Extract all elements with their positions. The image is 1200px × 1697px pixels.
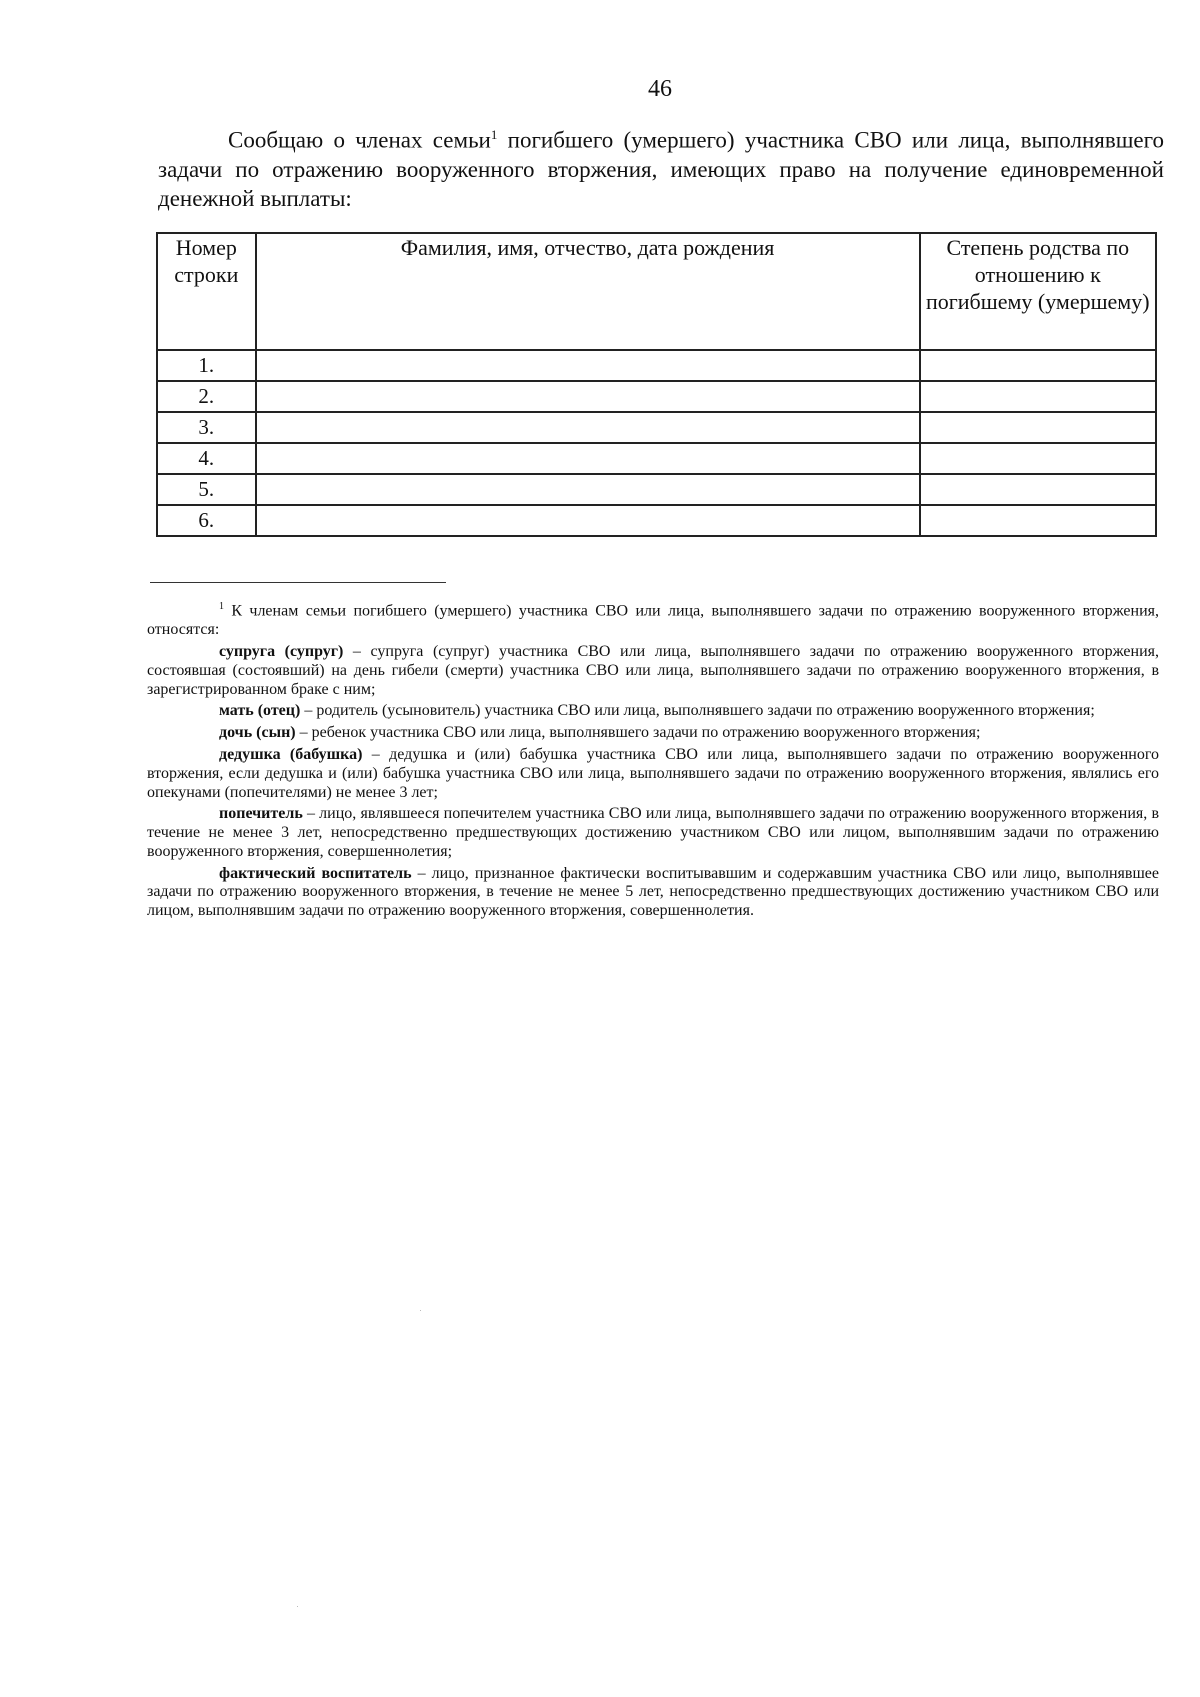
footnote-item <box>147 865 1159 921</box>
footnote-term: супруга (супруг) <box>219 642 344 660</box>
footnote-term: мать (отец) <box>219 702 301 720</box>
footnote-item <box>147 643 1159 699</box>
table-row <box>157 412 1156 443</box>
name-cell <box>256 443 920 474</box>
row-number: 6. <box>157 505 256 536</box>
footnote-separator <box>150 582 446 583</box>
row-number: 5. <box>157 474 256 505</box>
relation-cell <box>920 474 1156 505</box>
footnote-lead <box>147 598 1159 640</box>
table-row <box>157 505 1156 536</box>
header-row-number: Номер строки <box>157 233 256 350</box>
name-cell <box>256 350 920 381</box>
footnote-term: попечитель <box>219 805 303 823</box>
row-number: 3. <box>157 412 256 443</box>
footnote-definition: – лицо, признанное фактически воспитывавшим и содержавшим участника СВО или лицо, выполнявшее задачи по отражению вооруженного вторжения, в течение не менее 5 лет, непосредственно предшествующих достижению участником СВО или лицом, выполнявшим задачи по отражению вооруженного вторжения, совершеннолетия. <box>147 864 1159 920</box>
footnote-term: дочь (сын) <box>219 724 296 742</box>
footnote-mark: 1 <box>219 601 224 612</box>
footnote-definition: – лицо, являвшееся попечителем участника СВО или лица, выполнявшего задачи по отражению вооруженного вторжения, в течение не менее 3 лет, непосредственно предшествующих достижению участником СВО или лицом, выполнявшим задачи по отражению вооруженного вторжения, совершеннолетия; <box>147 805 1159 860</box>
relation-cell <box>920 412 1156 443</box>
intro-text-start: Сообщаю о членах семьи <box>228 127 491 153</box>
footnote-definition: – ребенок участника СВО или лица, выполнявшего задачи по отражению вооруженного вторжения; <box>295 724 981 742</box>
scan-speck <box>297 1606 298 1607</box>
footnote-lead-text: К членам семьи погибшего (умершего) участника СВО или лица, выполнявшего задачи по отражению вооруженного вторжения, относятся: <box>147 602 1159 639</box>
relation-cell <box>920 443 1156 474</box>
relation-cell <box>920 505 1156 536</box>
scan-speck <box>420 1310 421 1311</box>
footnote-definition: – родитель (усыновитель) участника СВО или лица, выполнявшего задачи по отражению вооруженного вторжения; <box>300 702 1095 720</box>
table-row <box>157 350 1156 381</box>
name-cell <box>256 381 920 412</box>
table-header-row <box>157 233 1156 350</box>
header-relationship: Степень родства по отношению к погибшему (умершему) <box>920 233 1156 350</box>
footnote-definition: – супруга (супруг) участника СВО или лица, выполнявшего задачи по отражению вооруженного вторжения, состоявшая (состоявший) на день гибели (смерти) участника СВО или лица, выполнявшего задачи по отражению вооруженного вторжения, в зарегистрированном браке с ним; <box>147 642 1159 698</box>
table-row <box>157 474 1156 505</box>
footnote-item <box>147 724 1159 743</box>
footnote-reference: 1 <box>490 127 498 142</box>
footnote-block <box>147 598 1159 924</box>
table-row <box>157 381 1156 412</box>
name-cell <box>256 505 920 536</box>
name-cell <box>256 474 920 505</box>
intro-paragraph <box>158 120 1164 213</box>
relation-cell <box>920 381 1156 412</box>
row-number: 2. <box>157 381 256 412</box>
footnote-item <box>147 805 1159 861</box>
footnote-term: фактический воспитатель <box>219 864 412 882</box>
family-members-table <box>156 232 1157 537</box>
row-number: 4. <box>157 443 256 474</box>
footnote-term: дедушка (бабушка) <box>219 745 363 763</box>
footnote-item <box>147 702 1159 721</box>
row-number: 1. <box>157 350 256 381</box>
footnote-definition: – дедушка и (или) бабушка участника СВО или лица, выполнявшего задачи по отражению вооруженного вторжения, если дедушка и (или) бабушка участника СВО или лица, выполнявшего задачи по отражению вооруженного вторжения, являлись его опекунами (попечителями) не менее 3 лет; <box>147 745 1160 801</box>
page-number: 46 <box>648 76 672 102</box>
table-row <box>157 443 1156 474</box>
intro-text-end: погибшего (умершего) участника СВО или лица, выполнявшего задачи по отражению вооруженного вторжения, имеющих право на получение единовременной денежной выплаты: <box>158 127 1165 211</box>
relation-cell <box>920 350 1156 381</box>
footnote-item <box>147 746 1159 802</box>
header-full-name-birthdate: Фамилия, имя, отчество, дата рождения <box>256 233 920 350</box>
name-cell <box>256 412 920 443</box>
